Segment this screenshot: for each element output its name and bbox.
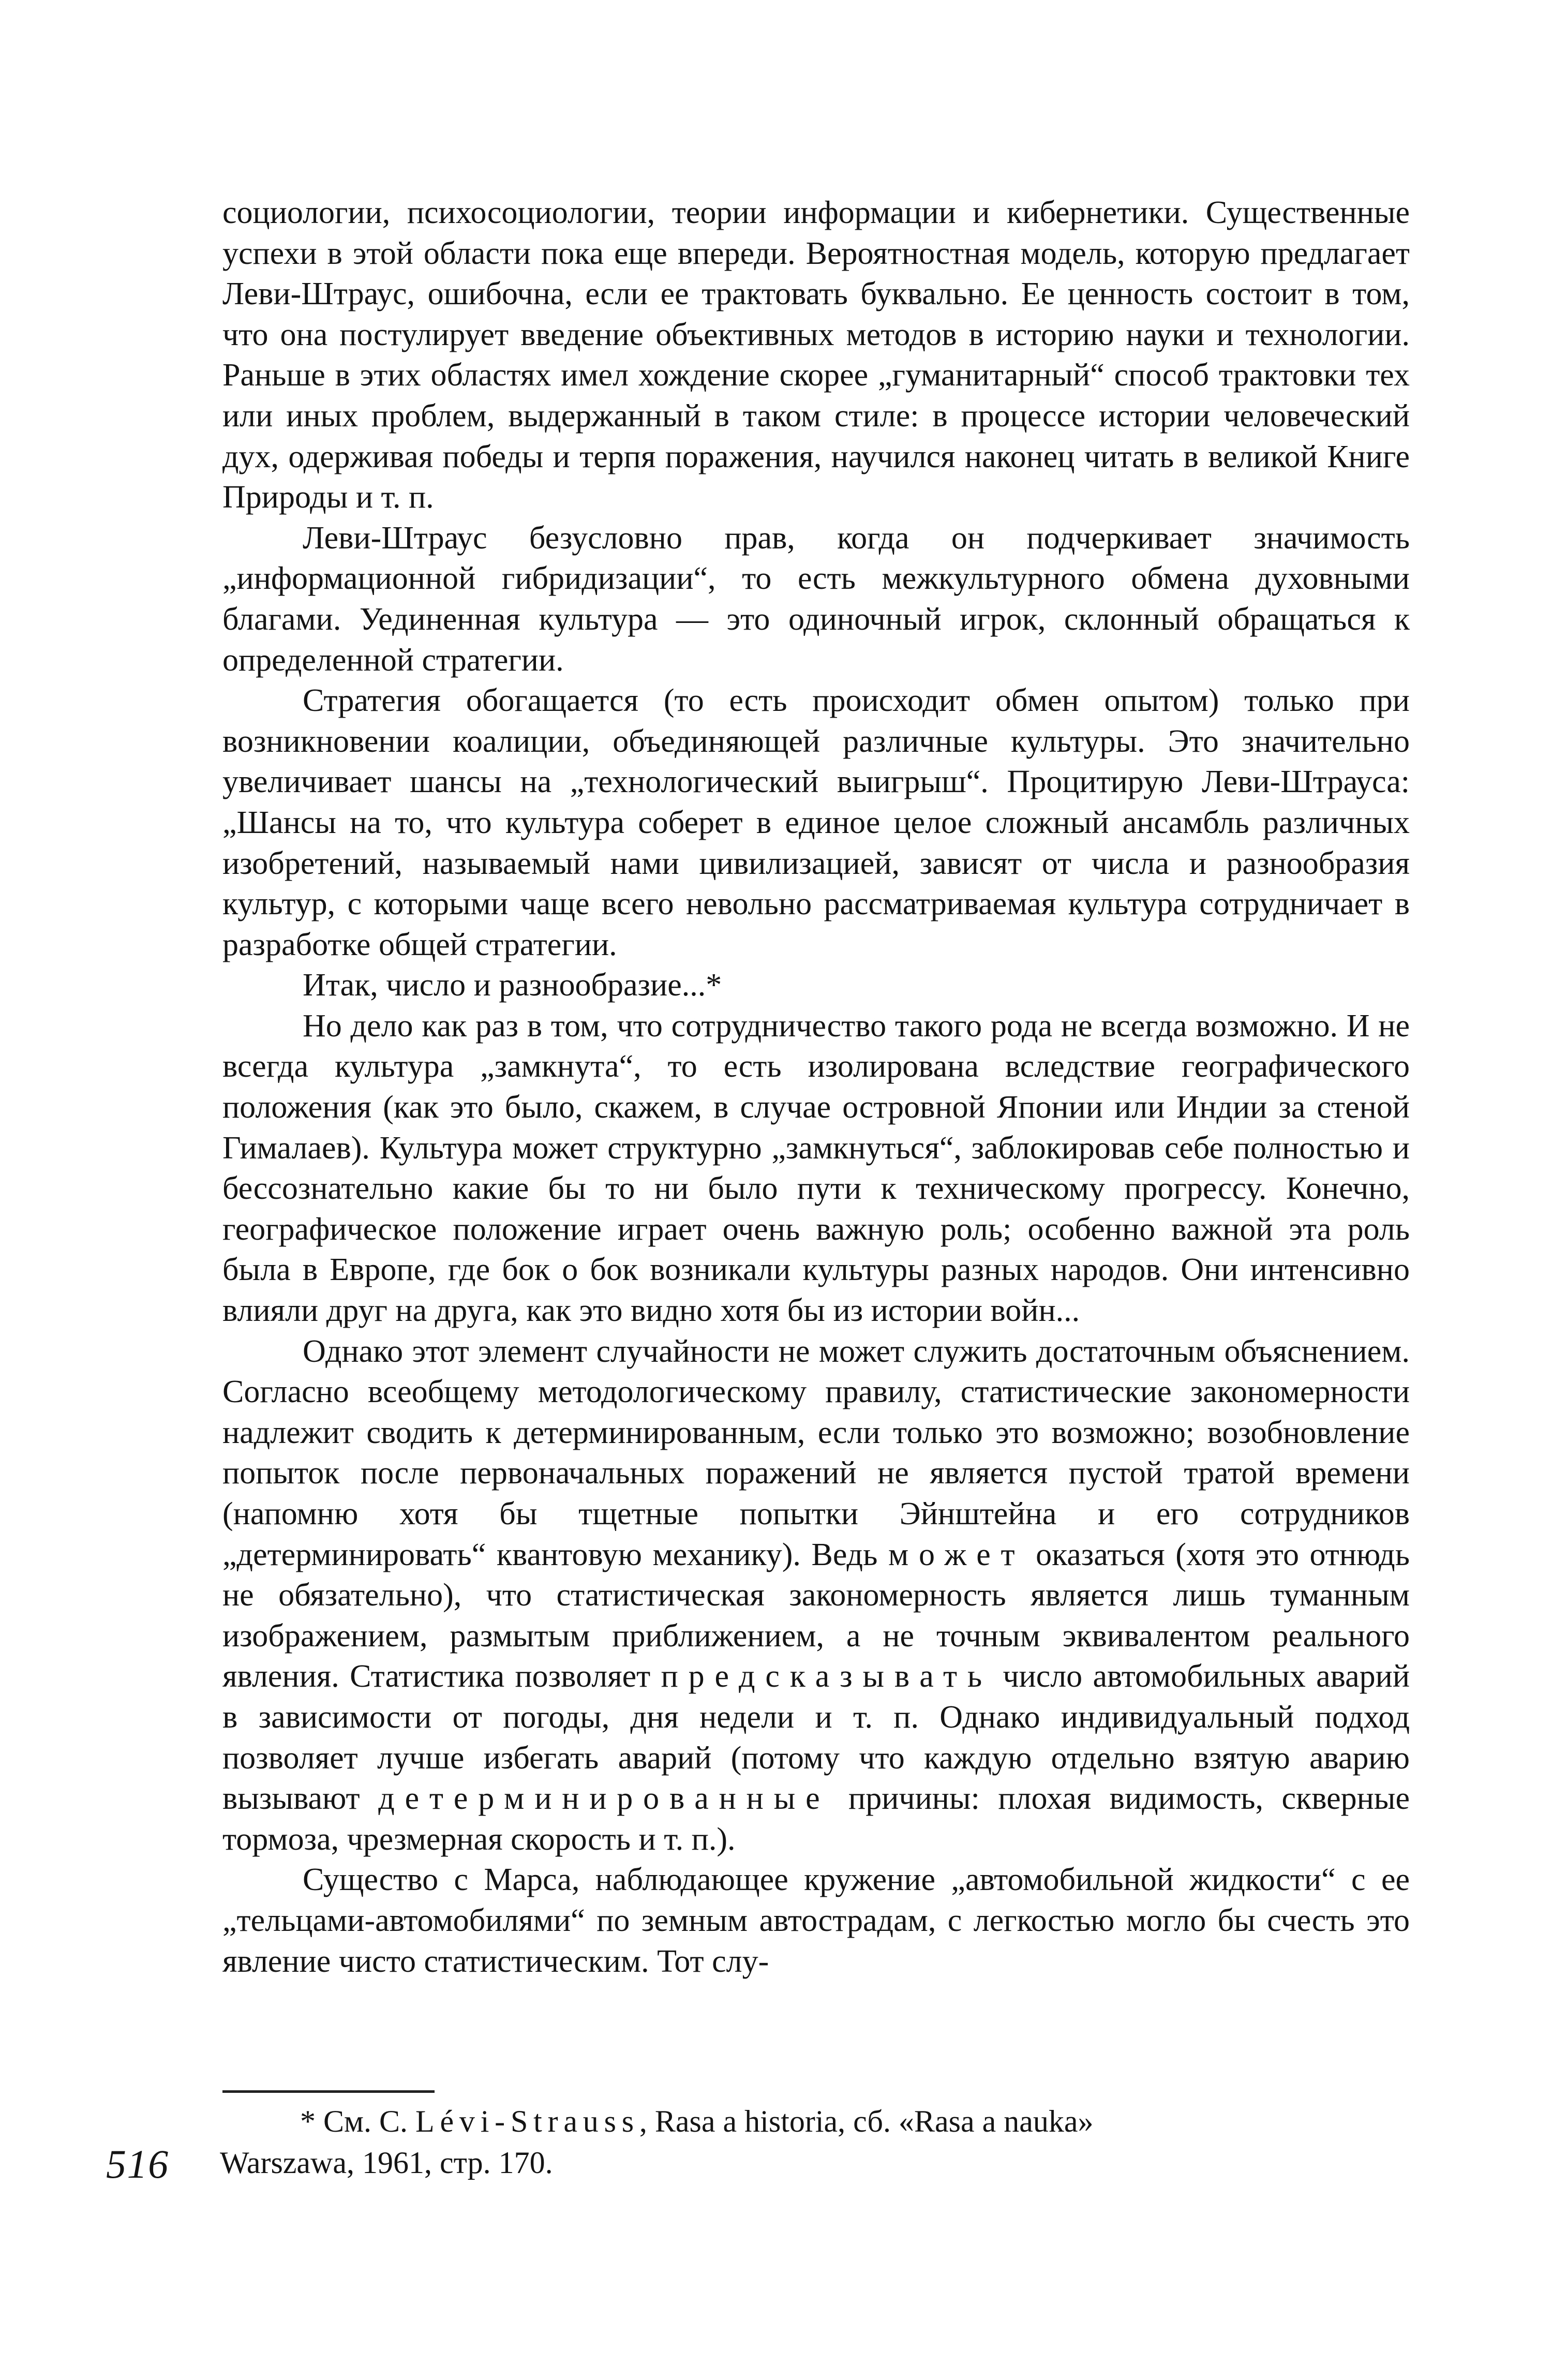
- paragraph-7: Существо с Марса, наблюдающее кружение „автомобильной жидкости“ с ее „тельцами-автомобилями“ по земным автострадам, с легкостью могло бы счесть это явление чисто статистическим. Тот слу-: [222, 1862, 1410, 1979]
- footnote-line-2: Warszawa, 1961, стр. 170.: [220, 2146, 553, 2180]
- paragraph-2: Леви-Штраус безусловно прав, когда он подчеркивает значимость „информационной гибридизации“, то есть межкультурного обмена духовными благами. Уединенная культура — это одиночный игрок, склонный обращаться к определенной стратегии.: [222, 520, 1410, 678]
- footnote-divider: [222, 2090, 435, 2093]
- footnote-author: Lévi-Strauss: [415, 2104, 639, 2138]
- paragraph-6-part-c: оказаться (хотя это отнюдь не обязательно), что статистическая закономерность является лишь туманным изображением, размытым приближением, а не точным эквивалентом реального явления. Статистика позволяет: [222, 1537, 1410, 1694]
- paragraph-1: социологии, психосоциологии, теории информации и кибернетики. Существенные успехи в этой области пока еще впереди. Вероятностная модель, которую предлагает Леви-Штраус, ошибочна, если ее трактовать буквально. Ее ценность состоит в том, что она постулирует введение объективных методов в историю науки и технологии. Раньше в этих областях имел хождение скорее „гуманитарный“ способ трактовки тех или иных проблем, выдержанный в таком стиле: в процессе истории человеческий дух, одерживая победы и терпя поражения, научился наконец читать в великой Книге Природы и т. п.: [222, 195, 1410, 515]
- paragraph-4: Итак, число и разнообразие...*: [303, 968, 722, 1003]
- spaced-emphasis-determined: детерминированные: [378, 1781, 830, 1817]
- footnote-source: , Rasa a historia, сб. «Rasa a nauka»: [639, 2104, 1094, 2138]
- footnote: [220, 2101, 1407, 2183]
- paragraph-6: [222, 1331, 1410, 1860]
- spaced-emphasis-predict: предсказывать: [661, 1659, 993, 1694]
- paragraph-6-part-g: причины: плохая видимость, скверные тормоза, чрезмерная скорость и т. п.).: [222, 1781, 1410, 1857]
- paragraph-6-part-e: число автомобильных аварий в зависимости от погоды, дня недели и т. п. Однако индивидуальный подход позволяет лучше избегать аварий (потому что каждую отдельно взятую аварию вызывают: [222, 1659, 1410, 1817]
- main-text: [222, 192, 1410, 1982]
- footnote-prefix: * См. С.: [300, 2104, 416, 2138]
- spaced-emphasis-may: может: [888, 1537, 1025, 1572]
- paragraph-3: Стратегия обогащается (то есть происходит обмен опытом) только при возникновении коалиции, объединяющей различные культуры. Это значительно увеличивает шансы на „технологический выигрыш“. Процитирую Леви-Штрауса: „Шансы на то, что культура соберет в единое целое сложный ансамбль различных изобретений, называемый нами цивилизацией, зависят от числа и разнообразия культур, с которыми чаще всего невольно рассматриваемая культура сотрудничает в разработке общей стратегии.: [222, 683, 1410, 962]
- paragraph-5: Но дело как раз в том, что сотрудничество такого рода не всегда возможно. И не всегда культура „замкнута“, то есть изолирована вследствие географического положения (как это было, скажем, в случае островной Японии или Индии за стеной Гималаев). Культура может структурно „замкнуться“, заблокировав себе полностью и бессознательно какие бы то ни было пути к техническому прогрессу. Конечно, географическое положение играет очень важную роль; особенно важной эта роль была в Европе, где бок о бок возникали культуры разных народов. Они интенсивно влияли друг на друга, как это видно хотя бы из истории войн...: [222, 1008, 1410, 1329]
- footnote-line-1: [220, 2101, 1407, 2142]
- paragraph-6-part-a: Однако этот элемент случайности не может служить достаточным объяснением. Согласно всеобщему методологическому правилу, статистические закономерности надлежит сводить к детерминированным, если только это возможно; возобновление попыток после первоначальных поражений не является пустой тратой времени (напомню хотя бы тщетные попытки Эйнштейна и его сотрудников „детерминировать“ квантовую механику). Ведь: [222, 1333, 1410, 1572]
- page-number: 516: [106, 2141, 169, 2186]
